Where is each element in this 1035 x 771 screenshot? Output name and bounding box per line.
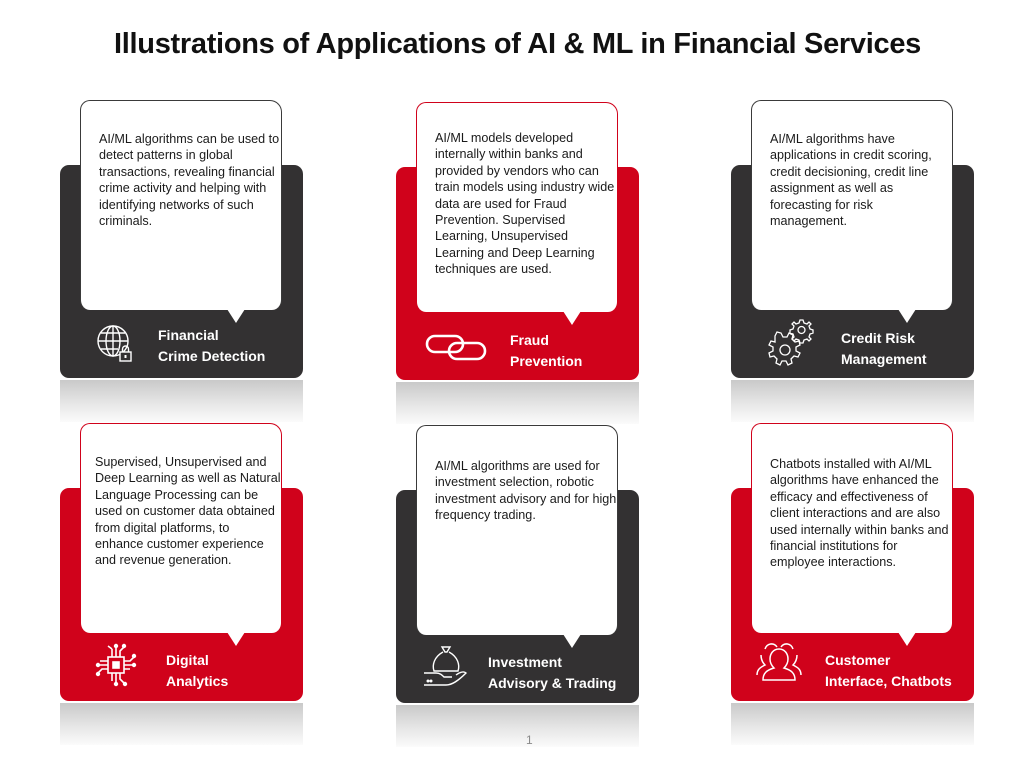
bubble-pointer (227, 632, 245, 646)
card-description: AI/ML algorithms have applications in credit scoring, credit decisioning, credit line assignment as well as forecasting for risk management. (770, 132, 932, 229)
card-reflection (731, 703, 974, 745)
card-investment-advisory-trading (396, 425, 639, 725)
globe-lock-icon (94, 322, 138, 366)
card-heading (825, 650, 952, 692)
card-description: AI/ML models developed internally within banks and provided by vendors who can train models using industry wide data are used for Fraud Prevention. Supervised Learning, Unsupervised Learning and Deep Learning techniques are used. (435, 131, 615, 277)
page-title: Illustrations of Applications of AI & ML in Financial Services (114, 28, 921, 60)
card-reflection (396, 382, 639, 424)
card-heading-line1: Customer (825, 652, 891, 668)
card-credit-risk-management (731, 100, 974, 400)
speech-bubble (416, 102, 618, 312)
speech-bubble (80, 100, 282, 310)
page-number: 1 (526, 733, 533, 747)
money-bag-hand-icon (422, 643, 470, 691)
card-heading-line2: Management (841, 351, 927, 367)
card-description: Supervised, Unsupervised and Deep Learning as well as Natural Language Processing can be used on customer data obtained from digital platforms, to enhance customer experience and revenue generation. (95, 455, 281, 568)
card-heading (841, 328, 927, 370)
card-heading-line1: Fraud (510, 332, 549, 348)
bubble-pointer (898, 309, 916, 323)
card-heading (166, 650, 228, 692)
card-heading-line1: Investment (488, 654, 562, 670)
bubble-pointer (563, 311, 581, 325)
bubble-pointer (227, 309, 245, 323)
card-heading-line1: Financial (158, 327, 219, 343)
speech-bubble (416, 425, 618, 635)
speech-bubble (751, 423, 953, 633)
card-heading (510, 330, 582, 372)
card-heading-line2: Prevention (510, 353, 583, 369)
card-heading-line2: Interface, Chatbots (825, 673, 952, 689)
card-heading-line1: Digital (166, 652, 209, 668)
bubble-pointer (898, 632, 916, 646)
speech-bubble (80, 423, 282, 633)
card-description: AI/ML algorithms can be used to detect patterns in global transactions, revealing financial crime activity and helping with identifying networks of such criminals. (99, 132, 280, 229)
chain-link-icon (424, 324, 490, 368)
card-customer-interface-chatbots (731, 423, 974, 723)
card-heading-line2: Advisory & Trading (488, 675, 617, 691)
card-financial-crime-detection (60, 100, 303, 400)
card-heading-line2: Analytics (166, 673, 229, 689)
card-heading (488, 652, 616, 694)
card-description: AI/ML algorithms are used for investment selection, robotic investment advisory and for high frequency trading. (435, 459, 617, 523)
card-digital-analytics (60, 423, 303, 723)
gears-icon (765, 318, 815, 368)
card-description: Chatbots installed with AI/ML algorithms have enhanced the efficacy and effectiveness of client interactions and are also used internally within banks and financial institutions for employee interactions. (770, 457, 949, 570)
card-heading-line2: Crime Detection (158, 348, 266, 364)
card-heading (158, 325, 265, 367)
card-reflection (60, 380, 303, 422)
users-group-icon (751, 643, 807, 687)
bubble-pointer (563, 634, 581, 648)
circuit-chip-icon (94, 643, 138, 687)
card-reflection (396, 705, 639, 747)
card-reflection (731, 380, 974, 422)
card-reflection (60, 703, 303, 745)
card-heading-line1: Credit Risk (841, 330, 915, 346)
speech-bubble (751, 100, 953, 310)
card-fraud-prevention (396, 102, 639, 402)
